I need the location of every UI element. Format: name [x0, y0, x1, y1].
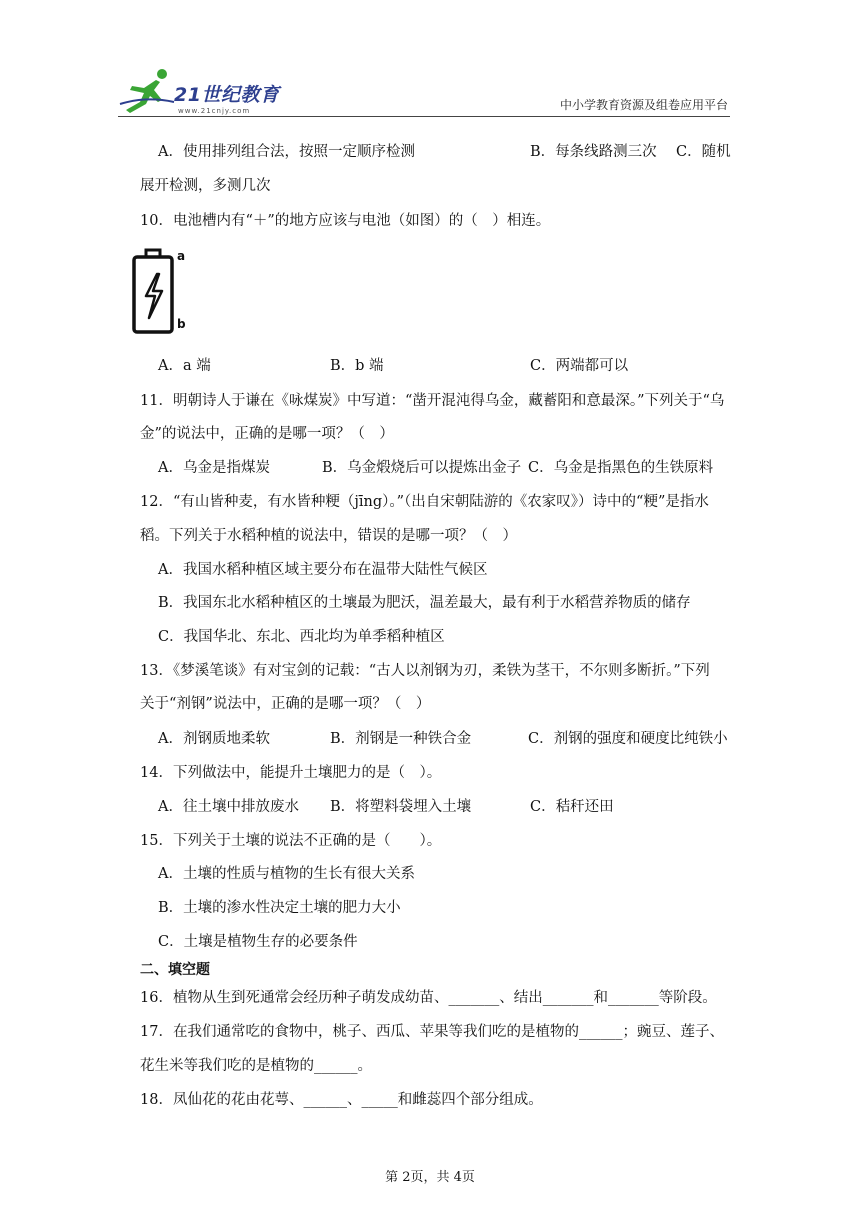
q12-stem-line2: 稻。下列关于水稻种植的说法中，错误的是哪一项？（ ）	[140, 528, 517, 544]
logo-url: www.21cnjy.com	[178, 107, 251, 115]
q13-stem-line2: 关于“剂钢”说法中，正确的是哪一项？（ ）	[140, 696, 431, 712]
header-divider	[118, 116, 730, 117]
q11-option-c: C．乌金是指黑色的生铁原料	[528, 460, 714, 476]
q17-stem-line1: 17．在我们通常吃的食物中，桃子、西瓜、苹果等我们吃的是植物的______；豌豆、莲子、	[140, 1024, 724, 1040]
q14-stem: 14．下列做法中，能提升土壤肥力的是（ ）。	[140, 765, 442, 781]
page-number: 第 2页，共 4页	[385, 1170, 475, 1185]
q17-stem-line2: 花生米等我们吃的是植物的______。	[140, 1058, 372, 1074]
q14-option-b: B．将塑料袋埋入土壤	[330, 799, 472, 815]
q10-option-b: B．b 端	[330, 358, 384, 374]
q15-option-a: A．土壤的性质与植物的生长有很大关系	[158, 866, 415, 882]
q15-stem: 15．下列关于土壤的说法不正确的是（ ）。	[140, 833, 442, 849]
q12-option-a: A．我国水稻种植区域主要分布在温带大陆性气候区	[158, 562, 488, 578]
battery-label-a: a	[177, 249, 186, 263]
q10-option-a: A．a 端	[158, 358, 211, 374]
q14-option-c: C．秸秆还田	[530, 799, 614, 815]
q10-option-c: C．两端都可以	[530, 358, 629, 374]
q13-option-b: B．剂钢是一种铁合金	[330, 731, 472, 747]
q12-stem-line1: 12．“有山皆种麦，有水皆种粳（jīng）。”（出自宋朝陆游的《农家叹》）诗中的“粳”是指水	[140, 494, 709, 510]
logo-text: 21世纪教育	[174, 84, 280, 106]
platform-title: 中小学教育资源及组卷应用平台	[559, 98, 728, 112]
q12-option-c: C．我国华北、东北、西北均为单季稻种植区	[158, 629, 445, 645]
q11-stem-line1: 11．明朝诗人于谦在《咏煤炭》中写道：“凿开混沌得乌金，藏蓄阳和意最深。”下列关于“乌	[140, 393, 725, 409]
q9-option-c: C．随机	[676, 144, 731, 160]
site-logo	[118, 66, 318, 116]
q16-stem: 16．植物从生到死通常会经历种子萌发成幼苗、_______、结出_______和_______等阶段。	[140, 990, 717, 1006]
q10-stem: 10．电池槽内有“＋”的地方应该与电池（如图）的（ ）相连。	[140, 213, 551, 229]
battery-figure	[130, 246, 190, 336]
q13-stem-line1: 13．《梦溪笔谈》有对宝剑的记载：“古人以剂钢为刃，柔铁为茎干，不尔则多断折。”下列	[140, 663, 710, 679]
q11-option-b: B．乌金煅烧后可以提炼出金子	[322, 460, 522, 476]
q9-option-a: A．使用排列组合法，按照一定顺序检测	[158, 144, 415, 160]
q14-option-a: A．往土壤中排放废水	[158, 799, 299, 815]
q12-option-b: B．我国东北水稻种植区的土壤最为肥沃，温差最大，最有利于水稻营养物质的储存	[158, 595, 691, 611]
q13-option-c: C．剂钢的强度和硬度比纯铁小	[528, 731, 728, 747]
q15-option-c: C．土壤是植物生存的必要条件	[158, 934, 358, 950]
runner-icon	[118, 66, 178, 116]
battery-label-b: b	[177, 317, 186, 331]
q9-option-c-cont: 展开检测，多测几次	[140, 178, 271, 194]
section-title-fill-blank: 二、填空题	[140, 962, 210, 978]
q13-option-a: A．剂钢质地柔软	[158, 731, 270, 747]
page-header	[118, 60, 730, 120]
q11-option-a: A．乌金是指煤炭	[158, 460, 270, 476]
q9-option-b: B．每条线路测三次	[530, 144, 657, 160]
q18-stem: 18．凤仙花的花由花萼、______、_____和雌蕊四个部分组成。	[140, 1092, 543, 1108]
q15-option-b: B．土壤的渗水性决定土壤的肥力大小	[158, 900, 401, 916]
q11-stem-line2: 金”的说法中，正确的是哪一项？（ ）	[140, 426, 394, 442]
